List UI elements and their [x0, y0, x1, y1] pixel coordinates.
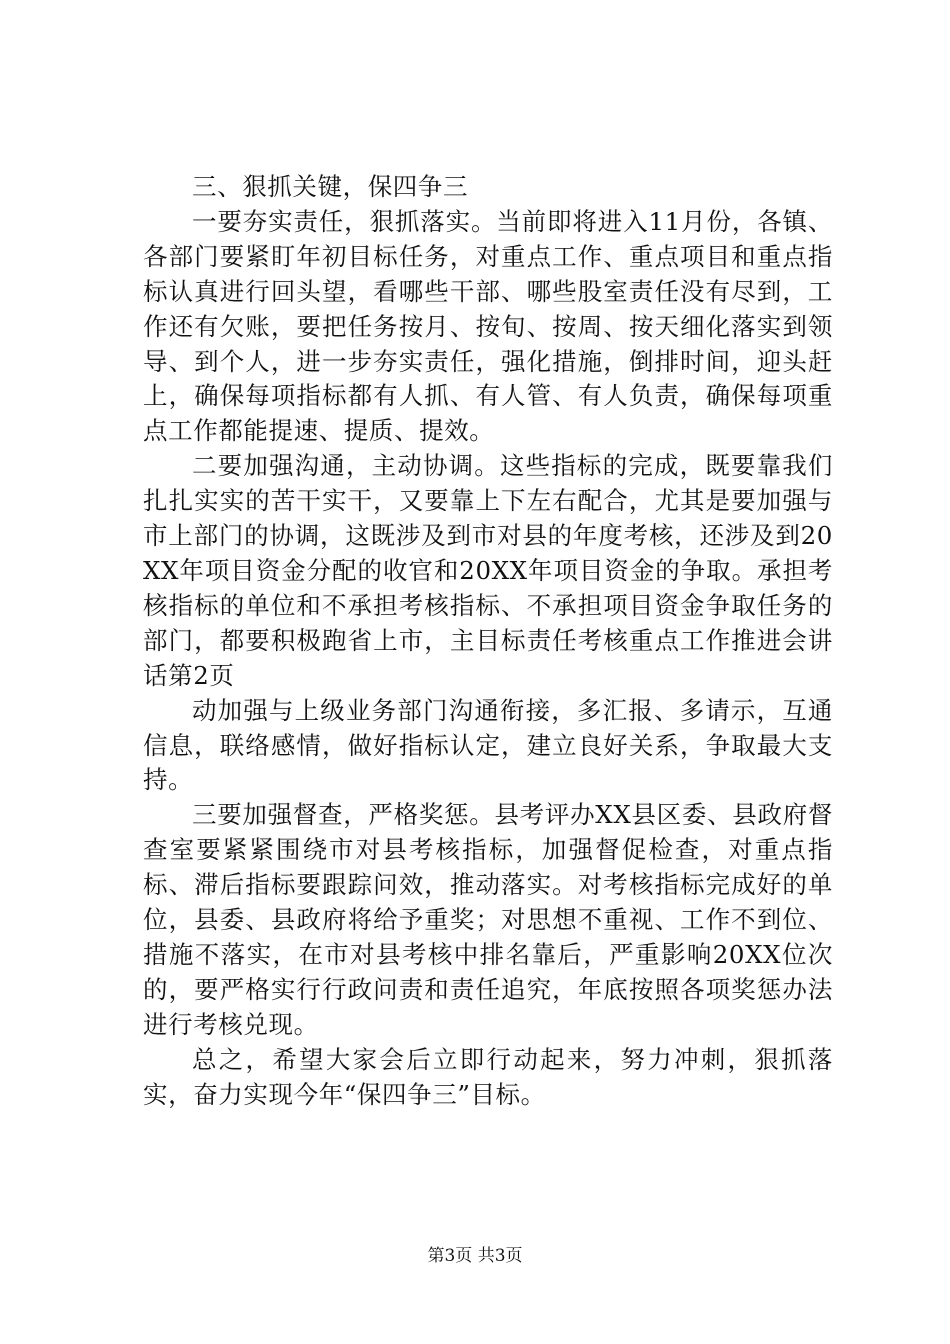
- paragraph-responsibility: 一要夯实责任，狠抓落实。当前即将进入11月份，各镇、各部门要紧盯年初目标任务，对重点工作、重点项目和重点指标认真进行回头望，看哪些干部、哪些股室责任没有尽到，工作还有欠账，要把任务按月、按旬、按周、按天细化落实到领导、到个人，进一步夯实责任，强化措施，倒排时间，迎头赶上，确保每项指标都有人抓、有人管、有人负责，确保每项重点工作都能提速、提质、提效。: [143, 206, 833, 446]
- paragraph-conclusion: 总之，希望大家会后立即行动起来，努力冲刺，狠抓落实，奋力实现今年“保四争三”目标。: [143, 1044, 833, 1109]
- document-body: [143, 170, 833, 1112]
- paragraph-communication: 二要加强沟通，主动协调。这些指标的完成，既要靠我们扎扎实实的苦干实干，又要靠上下左右配合，尤其是要加强与市上部门的协调，这既涉及到市对县的年度考核，还涉及到20XX年项目资金分配的收官和20XX年项目资金的争取。承担考核指标的单位和不承担考核指标、不承担项目资金争取任务的部门，都要积极跑省上市，主目标责任考核重点工作推进会讲话第2页: [143, 451, 833, 690]
- page-footer: 第3页 共3页: [427, 1246, 523, 1266]
- paragraph-supervision: 三要加强督查，严格奖惩。县考评办XX县区委、县政府督查室要紧紧围绕市对县考核指标，加强督促检查，对重点指标、滞后指标要跟踪问效，推动落实。对考核指标完成好的单位，县委、县政府将给予重奖；对思想不重视、工作不到位、措施不落实，在市对县考核中排名靠后，严重影响20XX位次的，要严格实行行政问责和责任追究，年底按照各项奖惩办法进行考核兑现。: [143, 800, 833, 1039]
- section-heading: 三、狠抓关键，保四争三: [192, 172, 469, 201]
- paragraph-coordination: 动加强与上级业务部门沟通衔接，多汇报、多请示，互通信息，联络感情，做好指标认定，建立良好关系，争取最大支持。: [143, 695, 833, 795]
